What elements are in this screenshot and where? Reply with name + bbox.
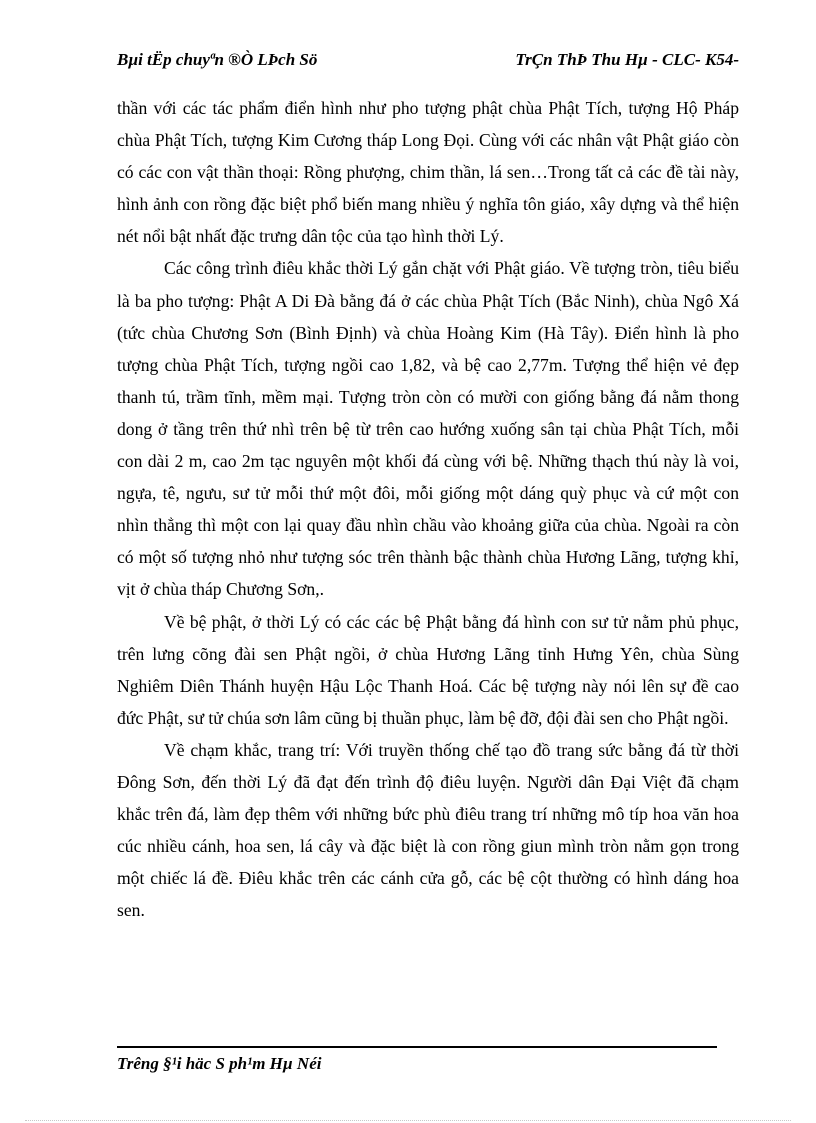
page-header — [117, 50, 739, 94]
header-left-title: Bµi tËp chuyªn ®Ò LÞch Sö — [117, 50, 318, 69]
paragraph-carving-decoration: Về chạm khắc, trang trí: Với truyền thống chế tạo đồ trang sức bằng đá từ thời Đông Sơn, đến thời Lý đã đạt đến trình độ điêu luyện. Người dân Đại Việt đã chạm khắc trên đá, làm đẹp thêm với những bức phù điêu trang trí những mô típ hoa văn hoa cúc nhiều cánh, hoa sen, lá cây và đặc biệt là con rồng giun mình tròn nằm gọn trong một chiếc lá đề. Điêu khắc trên các cánh cửa gỗ, các bệ cột thường có hình dáng hoa sen. — [117, 739, 739, 921]
header-right-author: TrÇn ThÞ Thu Hµ - CLC- K54- — [515, 50, 739, 69]
paragraph-continuation: thần với các tác phẩm điển hình như pho tượng phật chùa Phật Tích, tượng Hộ Pháp chùa Phật Tích, tượng Kim Cương tháp Long Đọi. Cùng với các nhân vật Phật giáo còn có các con vật thần thoại: Rồng phượng, chim thần, lá sen…Trong tất cả các đề tài này, hình ảnh con rồng đặc biệt phổ biến mang nhiều ý nghĩa tôn giáo, xây dựng và thể hiện nét nổi bật nhất đặc trưng dân tộc của tạo hình thời Lý. — [117, 98, 739, 247]
page-footer: Trêng §¹i häc S ph¹m Hµ Néi — [117, 1054, 322, 1073]
page-bottom-divider — [25, 1120, 791, 1121]
paragraph-sculpture: Các công trình điêu khắc thời Lý gắn chặt với Phật giáo. Về tượng tròn, tiêu biểu là ba pho tượng: Phật A Di Đà bằng đá ở các chùa Phật Tích (Bắc Ninh), chùa Ngô Xá (tức chùa Chương Sơn (Bình Định) và chùa Hoàng Kim (Hà Tây). Điển hình là pho tượng chùa Phật Tích, tượng ngồi cao 1,82, và bệ cao 2,77m. Tượng thể hiện vẻ đẹp thanh tú, trầm tĩnh, mềm mại. Tượng tròn còn có mười con giống bằng đá nằm thong dong ở tầng trên thứ nhì trên bệ từ trên cao hướng xuống sân tại chùa Phật Tích, mỗi con dài 2 m, cao 2m tạc nguyên một khối đá cùng với bệ. Những thạch thú này là voi, ngựa, tê, ngưu, sư tử mỗi thứ một đôi, mỗi giống một dáng quỳ phục và cứ một con nhìn thẳng thì một con lại quay đầu nhìn chầu vào khoảng giữa của chùa. Ngoài ra còn có một số tượng nhỏ như tượng sóc trên thành bậc thành chùa Hương Lãng, tượng khỉ, vịt ở chùa tháp Chương Sơn,. — [117, 258, 739, 600]
document-body — [117, 92, 739, 926]
paragraph-buddha-pedestal: Về bệ phật, ở thời Lý có các các bệ Phật bằng đá hình con sư tử nằm phủ phục, trên lưng cõng đài sen Phật ngồi, ở chùa Hương Lãng tỉnh Hưng Yên, chùa Sùng Nghiêm Diên Thánh huyện Hậu Lộc Thanh Hoá. Các bệ tượng này nói lên sự đề cao đức Phật, sư tử chúa sơn lâm cũng bị thuần phục, làm bệ đỡ, đội đài sen cho Phật ngồi. — [117, 611, 739, 728]
footer-divider — [117, 1046, 717, 1048]
